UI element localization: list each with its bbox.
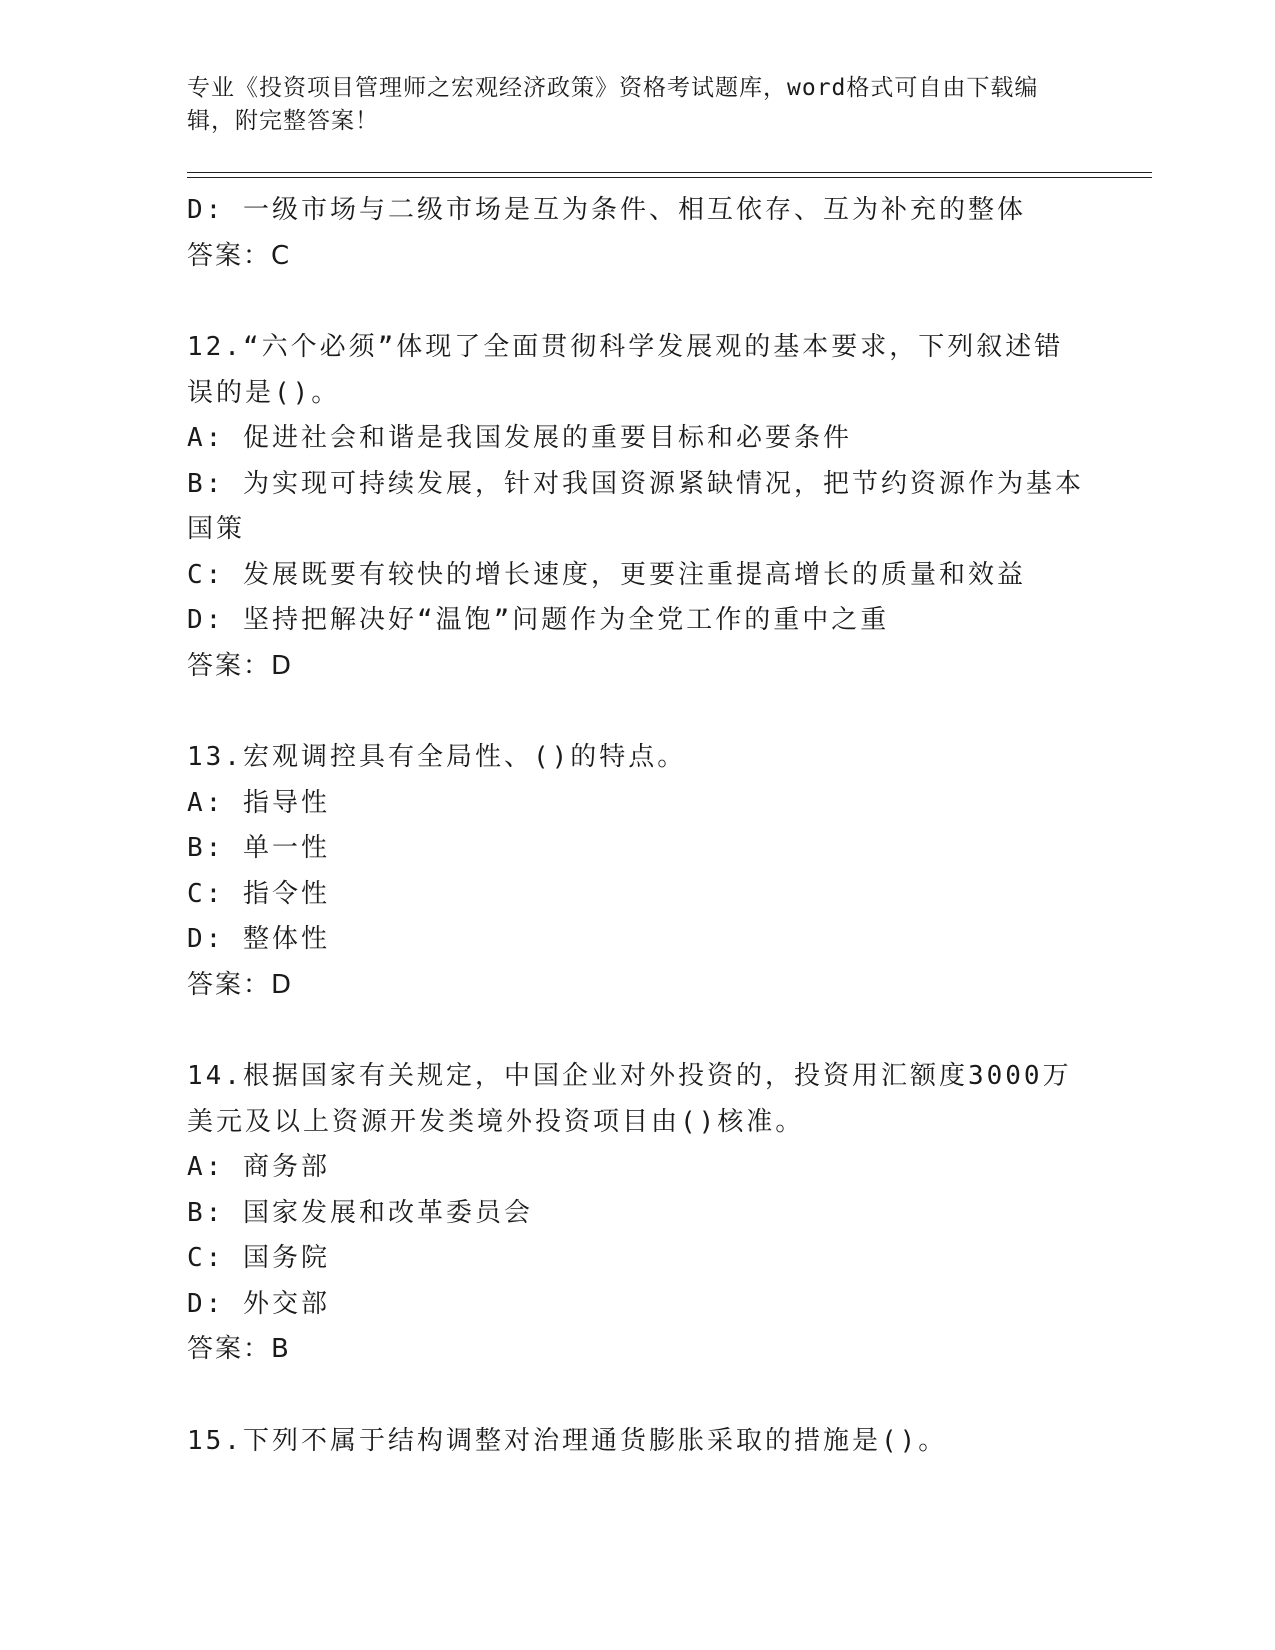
option-d: D: 外交部 — [187, 1288, 330, 1319]
question-11-continuation — [187, 188, 1087, 279]
document-header — [187, 72, 1067, 138]
question-content — [187, 188, 1087, 1464]
answer: 答案：C — [187, 240, 292, 271]
header-divider-top — [187, 172, 1152, 173]
spacer — [187, 1373, 1087, 1419]
option-d: D: 整体性 — [187, 924, 330, 954]
option-a: A: 促进社会和谐是我国发展的重要目标和必要条件 — [187, 423, 852, 453]
option-b: B: 单一性 — [187, 833, 330, 863]
option-c: C: 指令性 — [187, 878, 330, 909]
question-stem-continued: 美元及以上资源开发类境外投资项目由()核准。 — [187, 1106, 805, 1137]
question-12 — [187, 325, 1087, 689]
question-stem-continued: 误的是()。 — [187, 377, 341, 408]
header-title-line-2: 辑，附完整答案！ — [187, 108, 379, 134]
spacer — [187, 279, 1087, 325]
option-b: B: 国家发展和改革委员会 — [187, 1197, 533, 1228]
question-13 — [187, 735, 1087, 1008]
question-15 — [187, 1419, 1087, 1465]
spacer — [187, 1008, 1087, 1054]
header-divider-bottom — [187, 177, 1152, 178]
answer: 答案：D — [187, 650, 294, 681]
option-d: D: 坚持把解决好“温饱”问题作为全党工作的重中之重 — [187, 605, 890, 635]
option-c: C: 发展既要有较快的增长速度，更要注重提高增长的质量和效益 — [187, 559, 1026, 590]
option-c: C: 国务院 — [187, 1243, 330, 1273]
question-14 — [187, 1054, 1087, 1373]
option-d: D: 一级市场与二级市场是互为条件、相互依存、互为补充的整体 — [187, 195, 1026, 225]
spacer — [187, 689, 1087, 735]
question-stem: 12.“六个必须”体现了全面贯彻科学发展观的基本要求，下列叙述错 — [187, 332, 1064, 362]
option-b-continued: 国策 — [187, 514, 246, 544]
question-stem: 14.根据国家有关规定，中国企业对外投资的，投资用汇额度3000万 — [187, 1061, 1072, 1091]
option-a: A: 指导性 — [187, 787, 330, 818]
answer: 答案：D — [187, 969, 294, 1000]
answer: 答案：B — [187, 1334, 291, 1364]
option-b: B: 为实现可持续发展，针对我国资源紧缺情况，把节约资源作为基本 — [187, 468, 1084, 499]
question-stem: 13.宏观调控具有全局性、()的特点。 — [187, 742, 687, 772]
question-stem: 15.下列不属于结构调整对治理通货膨胀采取的措施是()。 — [187, 1425, 948, 1456]
option-a: A: 商务部 — [187, 1152, 330, 1182]
header-title-line-1: 专业《投资项目管理师之宏观经济政策》资格考试题库，word格式可自由下载编 — [187, 75, 1039, 101]
